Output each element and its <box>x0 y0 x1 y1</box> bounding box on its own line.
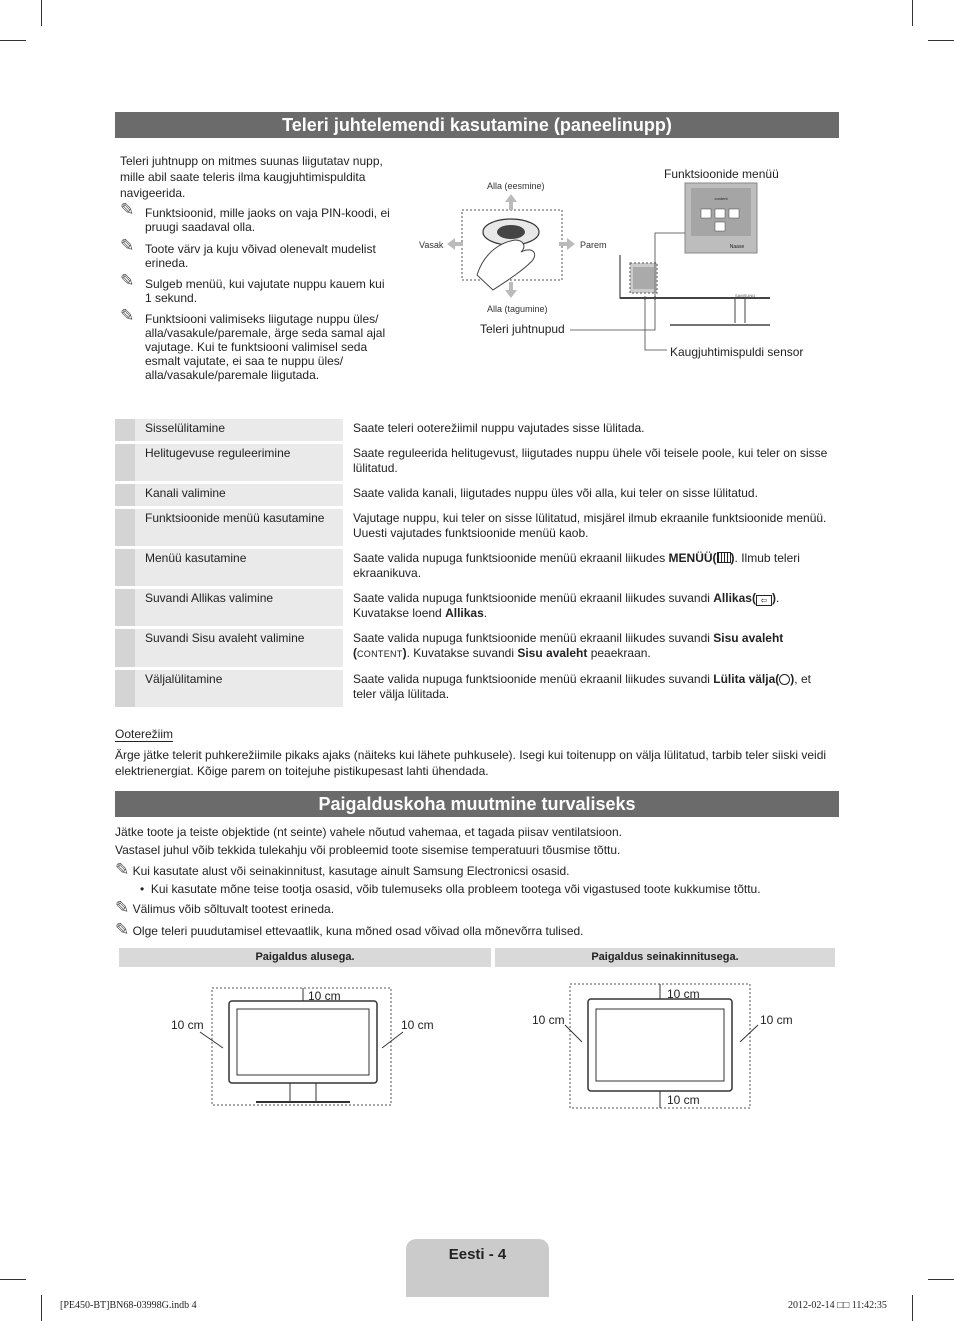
arrow-right-icon <box>559 238 575 250</box>
source-icon <box>729 209 739 218</box>
section-title-panel-key: Teleri juhtelemendi kasutamine (paneelinupp) <box>115 112 839 138</box>
table-row: Menüü kasutamine Saate valida nupuga funktsioonide menüü ekraanil liikudes MENÜÜ( ). Ilmub teleri ekraanikuva. <box>115 549 839 586</box>
pencil-icon: ✎ <box>115 898 130 917</box>
section-title-installation: Paigalduskoha muutmine turvaliseks <box>115 791 839 817</box>
intro-text: Teleri juhtnupp on mitmes suunas liigutatav nupp, mille abil saate teleris ilma kaugjuhtimispuldita navigeerida. <box>120 154 383 200</box>
label-down: Alla (tagumine) <box>487 304 548 314</box>
note-pin: ✎ Funktsioonid, mille jaoks on vaja PIN-koodi, ei pruugi saadaval olla. <box>120 200 390 234</box>
label-left: Vasak <box>419 240 444 250</box>
note-hot-parts: ✎ Olge teleri puudutamisel ettevaatlik, kuna mõned osad võivad olla mõnevõrra tulised. <box>115 920 584 939</box>
panel-key-diagram <box>415 150 815 365</box>
finger-icon <box>477 240 535 290</box>
clearance-right: 10 cm <box>760 1013 793 1027</box>
standby-title: Ooterežiim <box>115 727 174 741</box>
note-move: ✎ Funktsiooni valimiseks liigutage nuppu üles/ alla/vasakule/paremale, ärge seda samal ajal vajutage. Kui te funktsiooni valimisel seda esmalt vajutate, ei saa te nuppu üles/ alla/vasakule/paremale liigutada. <box>120 306 386 382</box>
clearance-top: 10 cm <box>308 989 341 1003</box>
pencil-icon: ✎ <box>120 236 135 255</box>
table-row: Suvandi Allikas valimine Saate valida nupuga funktsioonide menüü ekraanil liikudes suvandi Allikas( ⇦ ). Kuvatakse loend Allikas. <box>115 589 839 626</box>
svg-text:Naase: Naase <box>729 244 745 250</box>
pencil-icon: ✎ <box>115 860 130 879</box>
note-color: ✎ Toote värv ja kuju võivad olenevalt mudelist erineda. <box>120 236 376 270</box>
wall-install-diagram <box>530 980 800 1115</box>
pencil-icon: ✎ <box>115 920 130 939</box>
clearance-top: 10 cm <box>667 987 700 1001</box>
label-buttons: Teleri juhtnupud <box>480 322 565 336</box>
note-appearance: ✎ Välimus võib sõltuvalt tootest erineda. <box>115 898 335 917</box>
table-row: Suvandi Sisu avaleht valimine Saate valida nupuga funktsioonide menüü ekraanil liikudes suvandi Sisu avaleht (CONTENT). Kuvatakse suvandi Sisu avaleht peaekraan. <box>115 629 839 667</box>
label-right: Parem <box>580 240 607 250</box>
power-icon <box>715 222 725 231</box>
arrow-left-icon <box>447 238 463 250</box>
page-label: Eesti - 4 <box>406 1239 549 1297</box>
source-icon: ⇦ <box>756 595 772 606</box>
clearance-left: 10 cm <box>532 1013 565 1027</box>
table-row: Sisselülitamine Saate teleri ooterežiimil nuppu vajutades sisse lülitada. <box>115 419 839 441</box>
table-row: Kanali valimine Saate valida kanali, liigutades nuppu üles või alla, kui teler on sisse lülitatud. <box>115 484 839 506</box>
arrow-up-icon <box>505 194 517 210</box>
clearance-right: 10 cm <box>401 1018 434 1032</box>
table-row: Funktsioonide menüü kasutamine Vajutage nuppu, kui teler on sisse lülitatud, misjärel ilmub ekraanile funktsioonide menüü. Uuesti vajutades funktsioonide menüü kaob. <box>115 509 839 546</box>
return-icon <box>715 209 725 218</box>
pencil-icon: ✎ <box>120 306 135 325</box>
installation-p2: Vastasel juhul võib tekkida tulekahju või probleemid toote sisemise temperatuuri tõusmise tõttu. <box>115 843 621 857</box>
table-row: Helitugevuse reguleerimine Saate reguleerida helitugevust, liigutades nuppu ühele või teisele poole, kui teler on sisse lülitatud. <box>115 444 839 481</box>
menu-icon <box>701 209 711 218</box>
footer-file: [PE450-BT]BN68-03998G.indb 4 <box>60 1300 197 1311</box>
label-sensor: Kaugjuhtimispuldi sensor <box>670 345 804 359</box>
clearance-bottom: 10 cm <box>667 1093 700 1107</box>
svg-text:content: content <box>714 196 728 201</box>
stand-install-header: Paigaldus alusega. <box>119 948 491 967</box>
clearance-left: 10 cm <box>171 1018 204 1032</box>
note-samsung-parts: ✎ Kui kasutate alust või seinakinnitust, kasutage ainult Samsung Electronicsi osasid. <box>115 860 570 879</box>
table-row: Väljalülitamine Saate valida nupuga funktsioonide menüü ekraanil liikudes suvandi Lülita välja( ), et teler välja lülitada. <box>115 670 839 707</box>
installation-p1: Jätke toote ja teiste objektide (nt seinte) vahele nõutud vahemaa, et tagada piisav ventilatsioon. <box>115 825 622 839</box>
pencil-icon: ✎ <box>120 271 135 290</box>
footer-date: 2012-02-14 □□ 11:42:35 <box>788 1300 887 1311</box>
label-up: Alla (eesmine) <box>487 181 545 191</box>
brand-text: SAMSUNG <box>735 293 756 298</box>
note-close-menu: ✎ Sulgeb menüü, kui vajutate nuppu kauem kui 1 sekund. <box>120 271 385 305</box>
power-icon <box>779 674 790 685</box>
operations-table <box>115 416 839 710</box>
stand-install-diagram <box>160 980 450 1110</box>
label-function-menu: Funktsioonide menüü <box>664 167 779 181</box>
arrow-down-icon <box>505 282 517 298</box>
standby-text: Ärge jätke telerit puhkerežiimile pikaks ajaks (näiteks kui lähete puhkusele). Isegi kui toitenupp on välja lülitatud, tarbib teler siiski veidi elektrienergiat. Kõige parem on toitejuhe pistikupesast lahti ühendada. <box>115 748 827 778</box>
menu-icon <box>717 552 731 563</box>
bullet-other-parts: • Kui kasutate mõne teise tootja osasid, võib tulemuseks olla probleem tootega või vigastused toote kukkumise tõttu. <box>140 882 761 896</box>
wall-install-header: Paigaldus seinakinnitusega. <box>495 948 835 967</box>
pencil-icon: ✎ <box>120 200 135 219</box>
content-icon: CONTENT <box>357 649 403 659</box>
